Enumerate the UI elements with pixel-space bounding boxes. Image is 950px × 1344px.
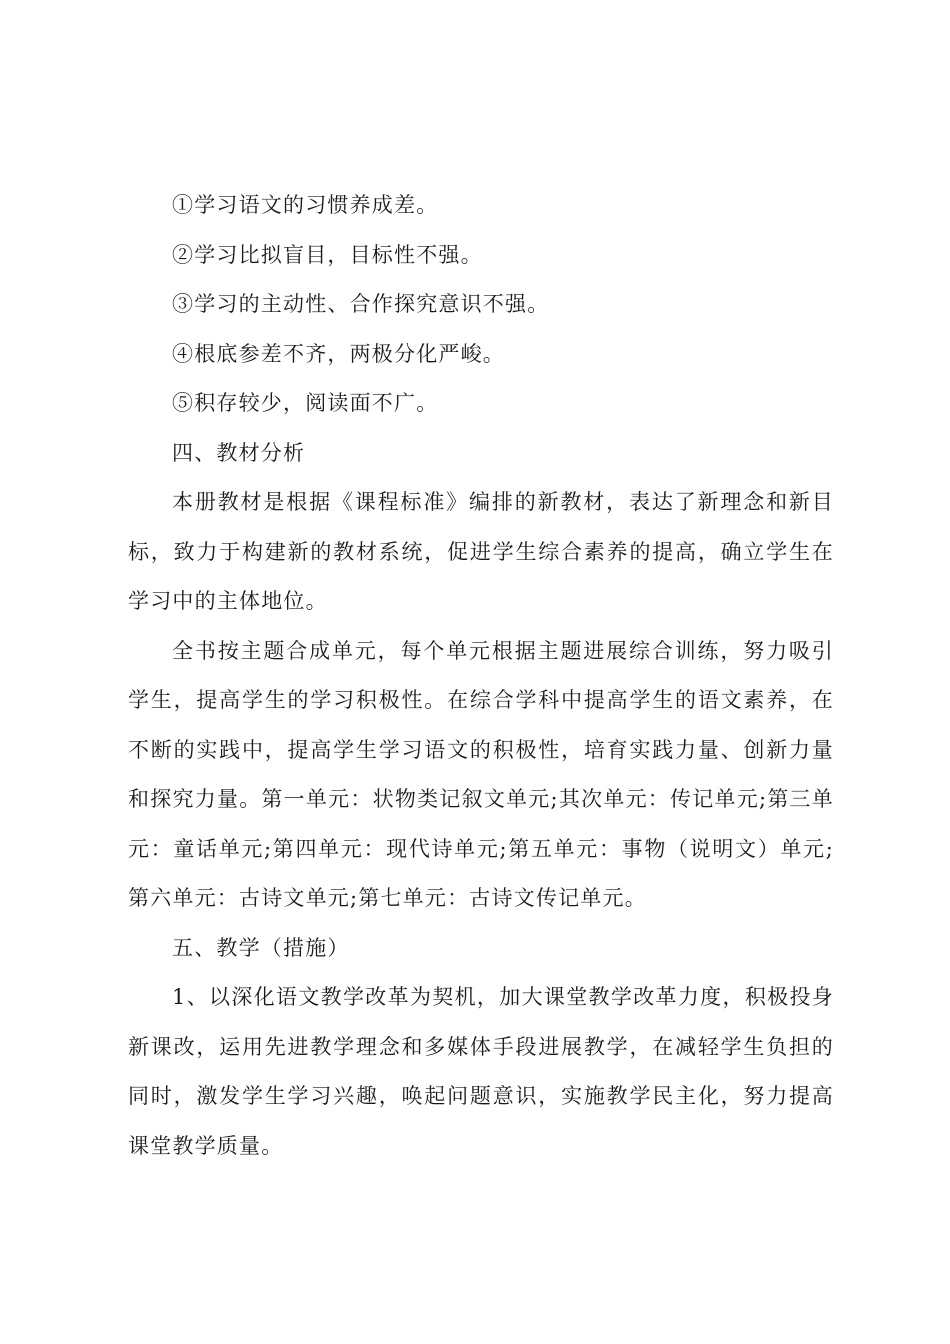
document-body [128,181,834,1171]
paragraph-textbook-intro: 本册教材是根据《课程标准》编排的新教材，表达了新理念和新目标，致力于构建新的教材系统，促进学生综合素养的提高，确立学生在学习中的主体地位。 [128,490,834,613]
section-heading-textbook-analysis: 四、教材分析 [172,440,306,465]
section-heading-teaching-measures: 五、教学（措施） [172,935,350,960]
problem-item-5: ⑤积存较少，阅读面不广。 [172,391,439,415]
problem-item-1: ①学习语文的习惯养成差。 [172,193,439,217]
problem-item-4: ④根底参差不齐，两极分化严峻。 [172,341,505,366]
problem-item-2: ②学习比拟盲目，目标性不强。 [172,242,483,267]
paragraph-units-overview: 全书按主题合成单元，每个单元根据主题进展综合训练，努力吸引学生，提高学生的学习积极性。在综合学科中提高学生的语文素养，在不断的实践中，提高学生学习语文的积极性，培育实践力量、创新力量和探究力量。第一单元：状物类记叙文单元;其次单元：传记单元;第三单元：童话单元;第四单元：现代诗单元;第五单元：事物（说明文）单元;第六单元：古诗文单元;第七单元：古诗文传记单元。 [128,638,834,910]
paragraph-measure-1: 1、以深化语文教学改革为契机，加大课堂教学改革力度，积极投身新课改，运用先进教学理念和多媒体手段进展教学，在减轻学生负担的同时，激发学生学习兴趣，唤起问题意识，实施教学民主化，努力提高课堂教学质量。 [128,985,834,1158]
problem-item-3: ③学习的主动性、合作探究意识不强。 [172,292,550,316]
